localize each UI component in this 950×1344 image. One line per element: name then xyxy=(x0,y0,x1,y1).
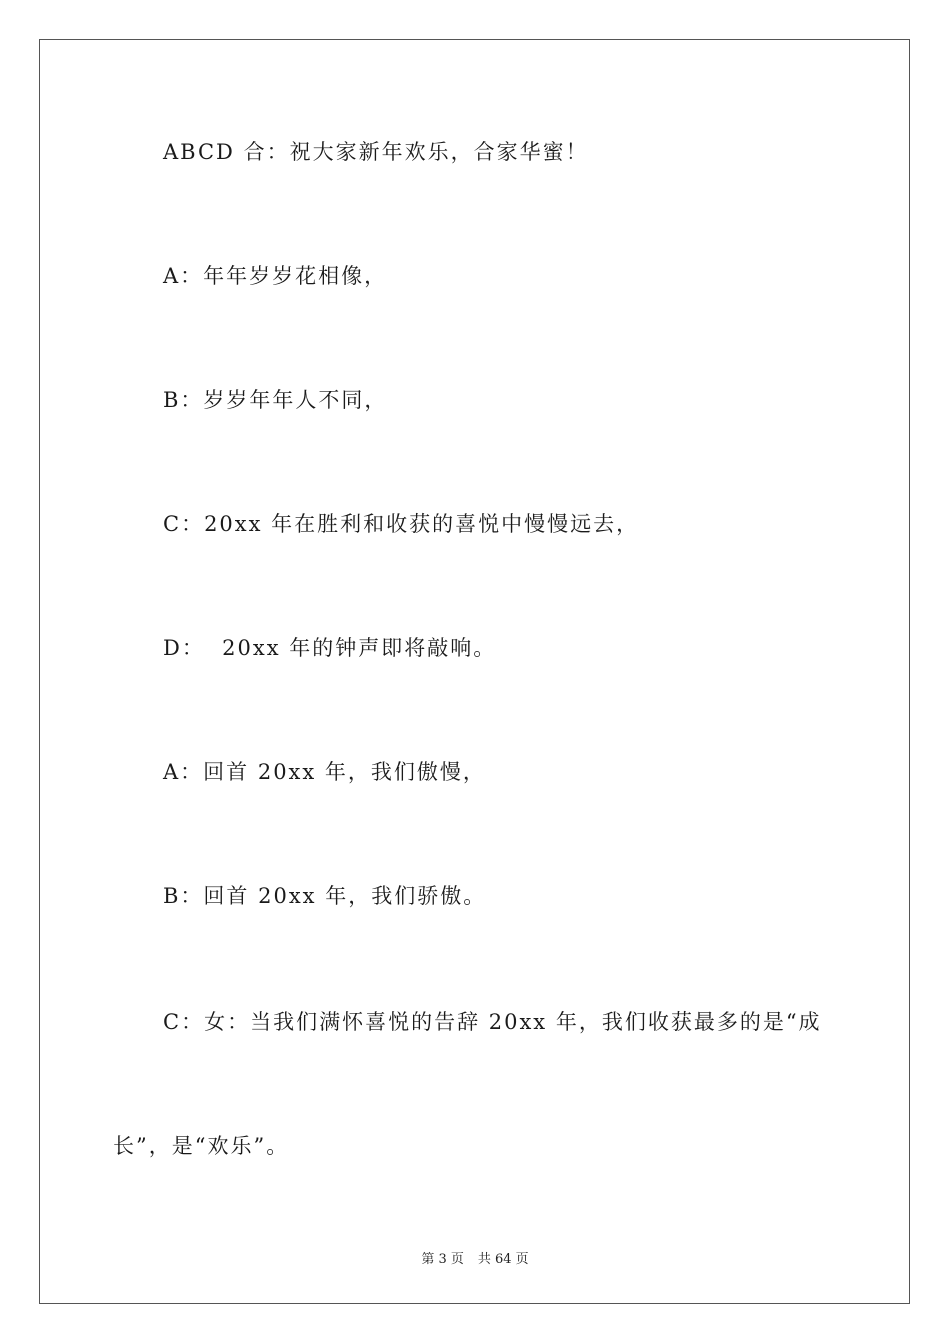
dialogue-line-b-2: B：回首 20xx 年，我们骄傲。 xyxy=(163,884,487,908)
dialogue-line-c-2: C：女：当我们满怀喜悦的告辞 20xx 年，我们收获最多的是“成 xyxy=(163,1010,822,1034)
dialogue-line-a-1: A：年年岁岁花相像， xyxy=(163,264,388,288)
page-number-current: 第 3 页 xyxy=(421,1252,464,1267)
dialogue-line-c-2-continued: 长”，是“欢乐”。 xyxy=(113,1134,290,1158)
dialogue-line-a-2: A：回首 20xx 年，我们傲慢， xyxy=(163,760,486,784)
dialogue-line-b-1: B：岁岁年年人不同， xyxy=(163,388,388,412)
dialogue-line-c-1: C：20xx 年在胜利和收获的喜悦中慢慢远去， xyxy=(163,512,640,536)
dialogue-line-abcd: ABCD 合：祝大家新年欢乐，合家华蜜！ xyxy=(163,140,589,164)
page-footer xyxy=(0,1248,950,1267)
page-border xyxy=(39,39,910,1304)
page-number-total: 共 64 页 xyxy=(477,1252,529,1267)
dialogue-line-d-1: D： 20xx 年的钟声即将敲响。 xyxy=(163,636,497,660)
